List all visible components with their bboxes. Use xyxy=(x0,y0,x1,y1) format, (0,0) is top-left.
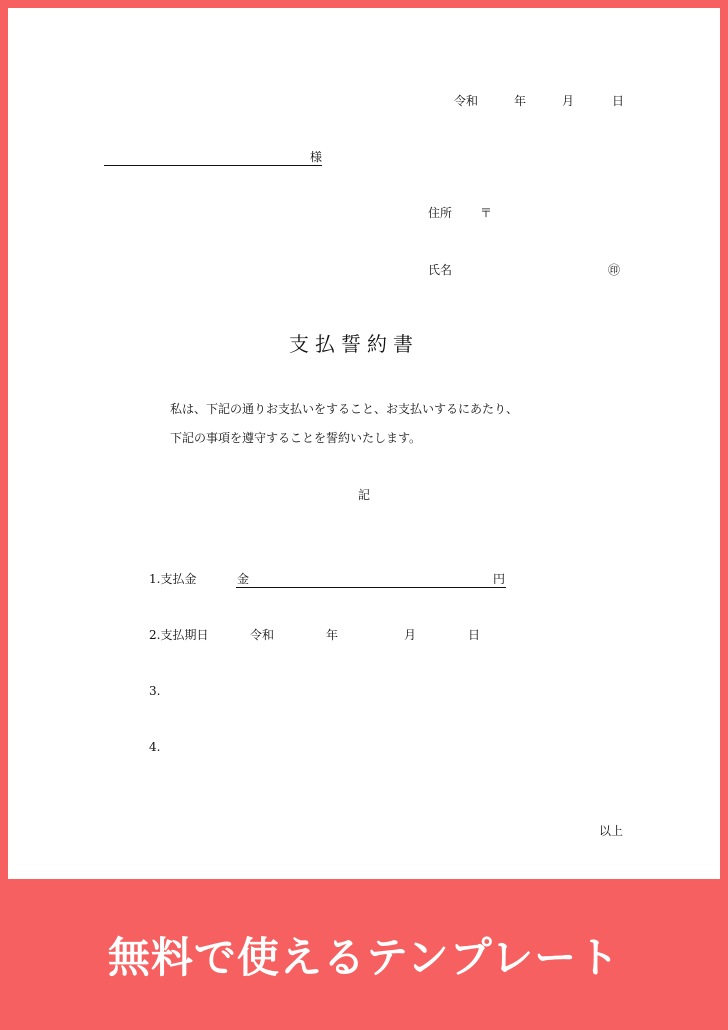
seal-mark-icon: ㊞ xyxy=(608,263,621,277)
address-label: 住所 xyxy=(428,206,453,220)
date-year-label: 年 xyxy=(514,94,527,108)
body-line-2: 下記の事項を遵守することを誓約いたします。 xyxy=(170,431,422,445)
item-2-year: 年 xyxy=(326,628,339,642)
item-4-label: 4. xyxy=(149,740,161,754)
recipient-name-line xyxy=(104,165,322,166)
document-title: 支払誓約書 xyxy=(289,332,419,356)
item-2-era: 令和 xyxy=(250,628,275,642)
amount-line xyxy=(236,587,506,588)
recipient-honorific: 様 xyxy=(310,150,323,164)
document-page xyxy=(8,8,720,879)
name-label: 氏名 xyxy=(428,263,453,277)
free-template-banner xyxy=(0,879,728,1030)
item-1-suffix: 円 xyxy=(493,572,506,586)
ki-heading: 記 xyxy=(358,488,371,502)
body-line-1: 私は、下記の通りお支払いをすること、お支払いするにあたり、 xyxy=(170,402,519,416)
item-3-label: 3. xyxy=(149,684,161,698)
date-month-label: 月 xyxy=(562,94,575,108)
postal-mark-icon: 〒 xyxy=(480,206,493,220)
banner-text: 無料で使えるテンプレート xyxy=(107,932,621,982)
item-2-month: 月 xyxy=(404,628,417,642)
date-era: 令和 xyxy=(454,94,479,108)
item-1-prefix: 金 xyxy=(237,572,250,586)
closing-text: 以上 xyxy=(599,824,624,838)
item-2-label: 2.支払期日 xyxy=(149,628,209,642)
date-day-label: 日 xyxy=(612,94,625,108)
item-2-day: 日 xyxy=(468,628,481,642)
item-1-label: 1.支払金 xyxy=(149,572,197,586)
